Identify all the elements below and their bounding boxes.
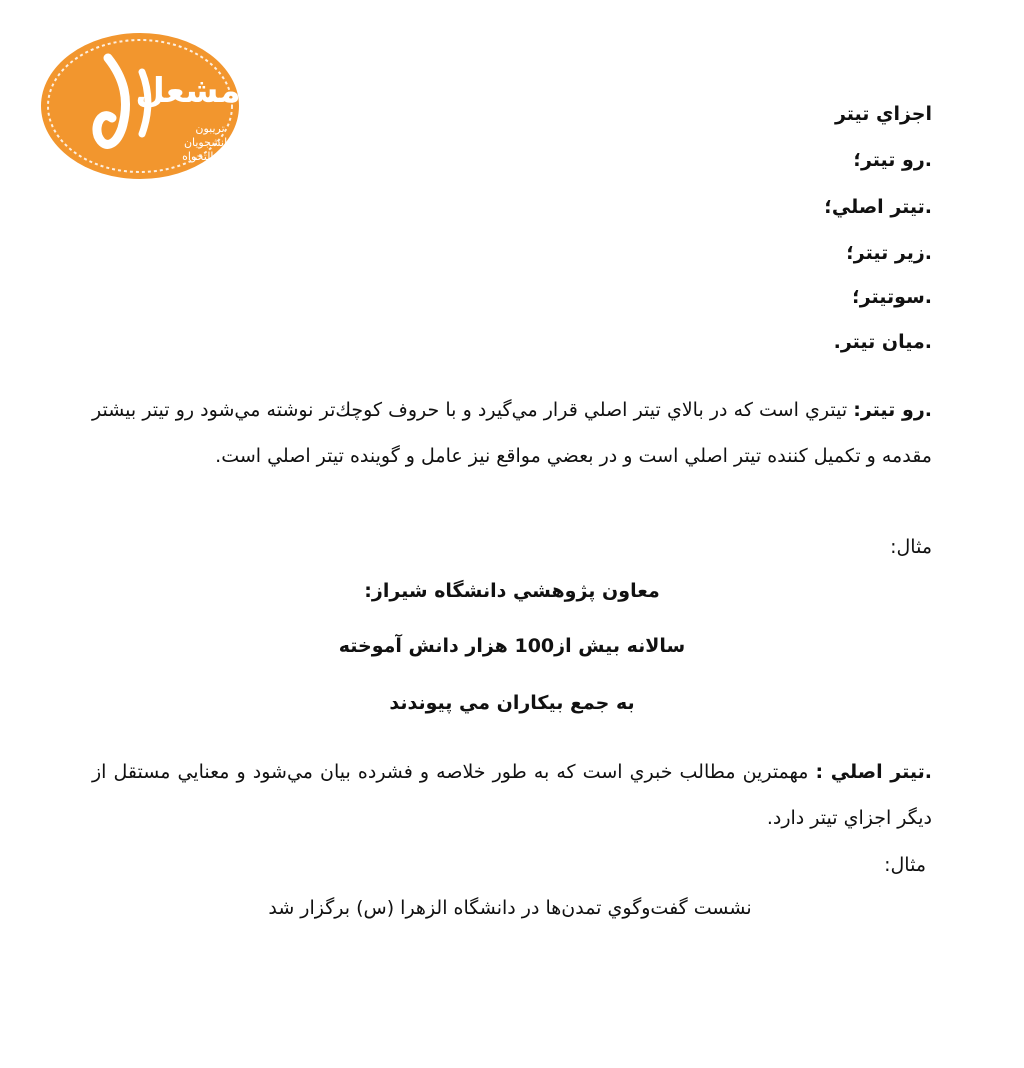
main-title-term: .تيتر اصلي : (815, 761, 932, 783)
main-title-definition: مهمترين مطالب خبري است كه به طور خلاصه و فشرده بيان مي‌شود و معنايي مستقل از ديگر اجزاي تيتر دارد. (92, 761, 932, 829)
list-item: .سوتيتر؛ (852, 286, 932, 308)
example-label: مثال: (884, 854, 926, 876)
logo-sub-text-2: دانشجویان (183, 136, 233, 149)
rotitr-paragraph (92, 387, 932, 479)
main-title-paragraph (92, 749, 932, 841)
example-line: به جمع بيكاران مي پيوندند (389, 692, 635, 714)
list-item: .زير تيتر؛ (846, 242, 932, 264)
example-label: مثال: (890, 536, 932, 558)
example-line: سالانه بيش از100 هزار دانش آموخته (338, 635, 686, 657)
section-heading: اجزاي تيتر (834, 103, 932, 125)
mashal-logo (38, 30, 242, 182)
logo-main-text: مشعل (135, 71, 241, 111)
list-item: .تيتر اصلي؛ (824, 196, 932, 218)
logo-sub-text-3: عدالتخواه (182, 150, 226, 163)
rotitr-definition: تيتري است كه در بالاي تيتر اصلي قرار مي‌گيرد و با حروف كوچك‌تر نوشته مي‌شود رو تيتر بيشتر مقدمه و تكميل كننده تيتر اصلي است و در بعضي مواقع نيز عامل و گوينده تيتر اصلي است. (92, 399, 932, 467)
logo-sub-text-1: تریبون (195, 122, 225, 135)
example-line: معاون پژوهشي دانشگاه شيراز: (364, 580, 660, 602)
example-line: نشست گفت‌وگوي تمدن‌ها در دانشگاه الزهرا (س) برگزار شد (268, 897, 752, 919)
rotitr-term: .رو تيتر: (853, 399, 932, 421)
list-item: .رو تيتر؛ (853, 149, 932, 171)
list-item: .ميان تيتر. (833, 331, 932, 353)
